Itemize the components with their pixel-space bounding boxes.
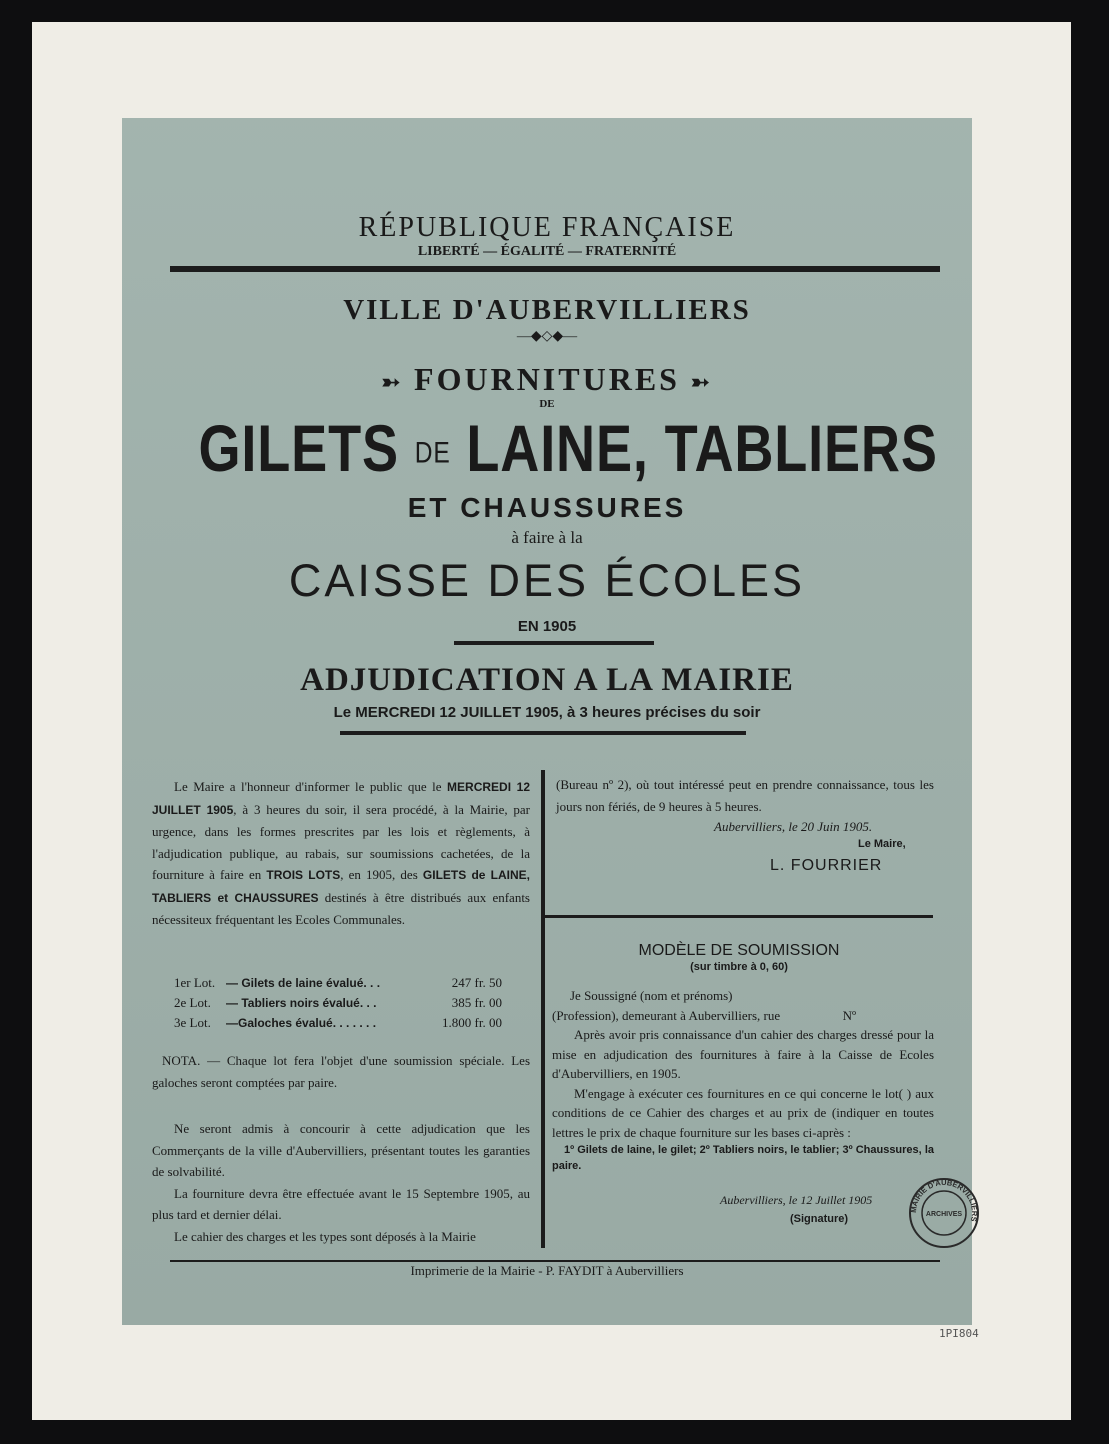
year-line: EN 1905 [517,618,577,635]
ville-title: VILLE D'AUBERVILLIERS [343,294,751,326]
conditions-block [152,1118,530,1247]
modele-title: MODÈLE DE SOUMISSION [638,942,840,959]
left-column [152,776,530,931]
form-cahier-paragraph: Après avoir pris connaissance d'un cahier des charges dressé pour la mise en adjudication des fournitures à faire à la Caisse de Ecoles d'Aubervilliers, en 1905. [552,1027,934,1081]
lot-num: 1er Lot. [174,975,216,990]
signature-label: (Signature) [790,1213,849,1225]
lot-row [174,1013,504,1033]
fournitures-text: FOURNITURES [414,361,680,397]
form-address-line [552,1006,934,1026]
paragraph-announcement [152,776,530,931]
lot-price: 247 fr. 50 [451,975,502,990]
stamp-seal-icon [907,1176,981,1250]
imprimerie-line: Imprimerie de la Mairie - P. FAYDIT à Aubervilliers [410,1263,684,1278]
republique-heading: RÉPUBLIQUE FRANÇAISE [358,212,736,243]
lot-desc: —Galoches évalué. . . . . . . [226,1016,377,1030]
p1-c: , à 3 heures du soir, il sera procédé, à la Mairie, par urgence, dans les formes prescrites par les lois et règlements, à l'adjudication publique, au rabais, sur soumissions cachetées, de la fourniture à faire en [152,801,531,882]
form-address-text: (Profession), demeurant à Aubervilliers, rue [552,1007,781,1023]
right-column-top [556,774,934,817]
deposit-paragraph: Le cahier des charges et les types sont déposés à la Mairie [174,1228,476,1244]
form-nom-line: Je Soussigné (nom et prénoms) [570,988,733,1003]
timbre-note: (sur timbre à 0, 60) [690,961,788,973]
p1-lots: TROIS LOTS [266,868,341,882]
adjudication-title: ADJUDICATION A LA MAIRIE [300,662,794,698]
lot-desc: — Gilets de laine évalué. . . [226,976,381,990]
a-faire: à faire à la [511,528,583,547]
sign-place-date: Aubervilliers, le 12 Juillet 1905 [720,1193,873,1207]
nota-text: NOTA. — Chaque lot fera l'objet d'une soumission spéciale. Les galoches seront comptées par paire. [152,1053,530,1090]
admission-paragraph: Ne seront admis à concourir à cette adjudication que les Commerçants de la ville d'Aubervilliers, présentant toutes les garanties de solvabilité. [152,1121,530,1179]
ornament-divider: —◆◇◆— [516,329,578,344]
lot-price: 1.800 fr. 00 [442,1015,502,1030]
chaussures-title: ET CHAUSSURES [407,492,687,523]
arrow-ornament-left-icon: ➳ [381,369,404,395]
p1-g: destinés à être distribués aux enfants nécessiteux fréquentant les Ecoles Communales. [152,889,530,927]
de-mid: DE [414,436,451,470]
archive-stamp [907,1176,981,1250]
nota-block [152,1050,530,1093]
continuation-text: (Bureau nº 2), où tout intéressé peut en prendre connaissance, tous les jours non fériés, de 9 heures à 5 heures. [556,777,934,814]
stamp-ring-text: MAIRIE D'AUBERVILLIERS [908,1177,980,1223]
form-items-line: 1º Gilets de laine, le gilet; 2º Tabliers noirs, le tablier; 3º Chaussures, la paire. [552,1144,934,1172]
p1-items: GILETS de LAINE, TABLIERS et CHAUSSURES [152,868,531,905]
fournitures-title [122,361,972,398]
year-rule [454,641,654,645]
footer-rule [170,1260,940,1262]
lot-row [174,993,504,1013]
p1-a: Le Maire a l'honneur d'informer le public que le [174,779,448,794]
lot-price: 385 fr. 00 [451,995,502,1010]
lot-desc: — Tabliers noirs évalué. . . [226,996,377,1010]
archive-cote: 1PI804 [939,1327,979,1340]
stamp-center-text: ARCHIVES [925,1211,963,1218]
laine-tabliers-word: LAINE, TABLIERS [466,411,938,485]
lots-list [174,973,504,1033]
column-divider [541,770,545,1248]
gilets-word: GILETS [198,411,399,485]
lot-num: 3e Lot. [174,1015,211,1030]
de-small: DE [539,398,555,410]
p1-date: MERCREDI 12 JUILLET 1905 [152,780,530,817]
arrow-ornament-right-icon: ➳ [690,369,713,395]
header-rule [170,266,940,272]
p1-e: , en 1905, des [340,867,423,882]
caisse-title: CAISSE DES ÉCOLES [288,555,806,606]
form-numero: Nº [842,1007,856,1023]
le-maire-label: Le Maire, [858,838,906,850]
date-rule [340,731,746,735]
gilets-title [198,410,938,490]
date-line: Le MERCREDI 12 JUILLET 1905, à 3 heures précises du soir [333,704,761,721]
right-col-rule [545,915,933,918]
delivery-paragraph: La fourniture devra être effectuée avant le 15 Septembre 1905, au plus tard et dernier délai. [152,1185,530,1222]
lot-row [174,973,504,993]
form-engagement-paragraph: M'engage à exécuter ces fournitures en ce qui concerne le lot( ) aux conditions de ce Cahier des charges et au prix de (indiquer en toutes lettres le prix de chaque fourniture sur les bases ci-après : [552,1085,934,1140]
modele-form [552,986,934,1174]
maire-name: L. FOURRIER [770,857,883,874]
lot-num: 2e Lot. [174,995,211,1010]
poster-sheet [122,118,980,1325]
place-date: Aubervilliers, le 20 Juin 1905. [714,819,873,834]
devise: LIBERTÉ — ÉGALITÉ — FRATERNITÉ [417,244,677,259]
